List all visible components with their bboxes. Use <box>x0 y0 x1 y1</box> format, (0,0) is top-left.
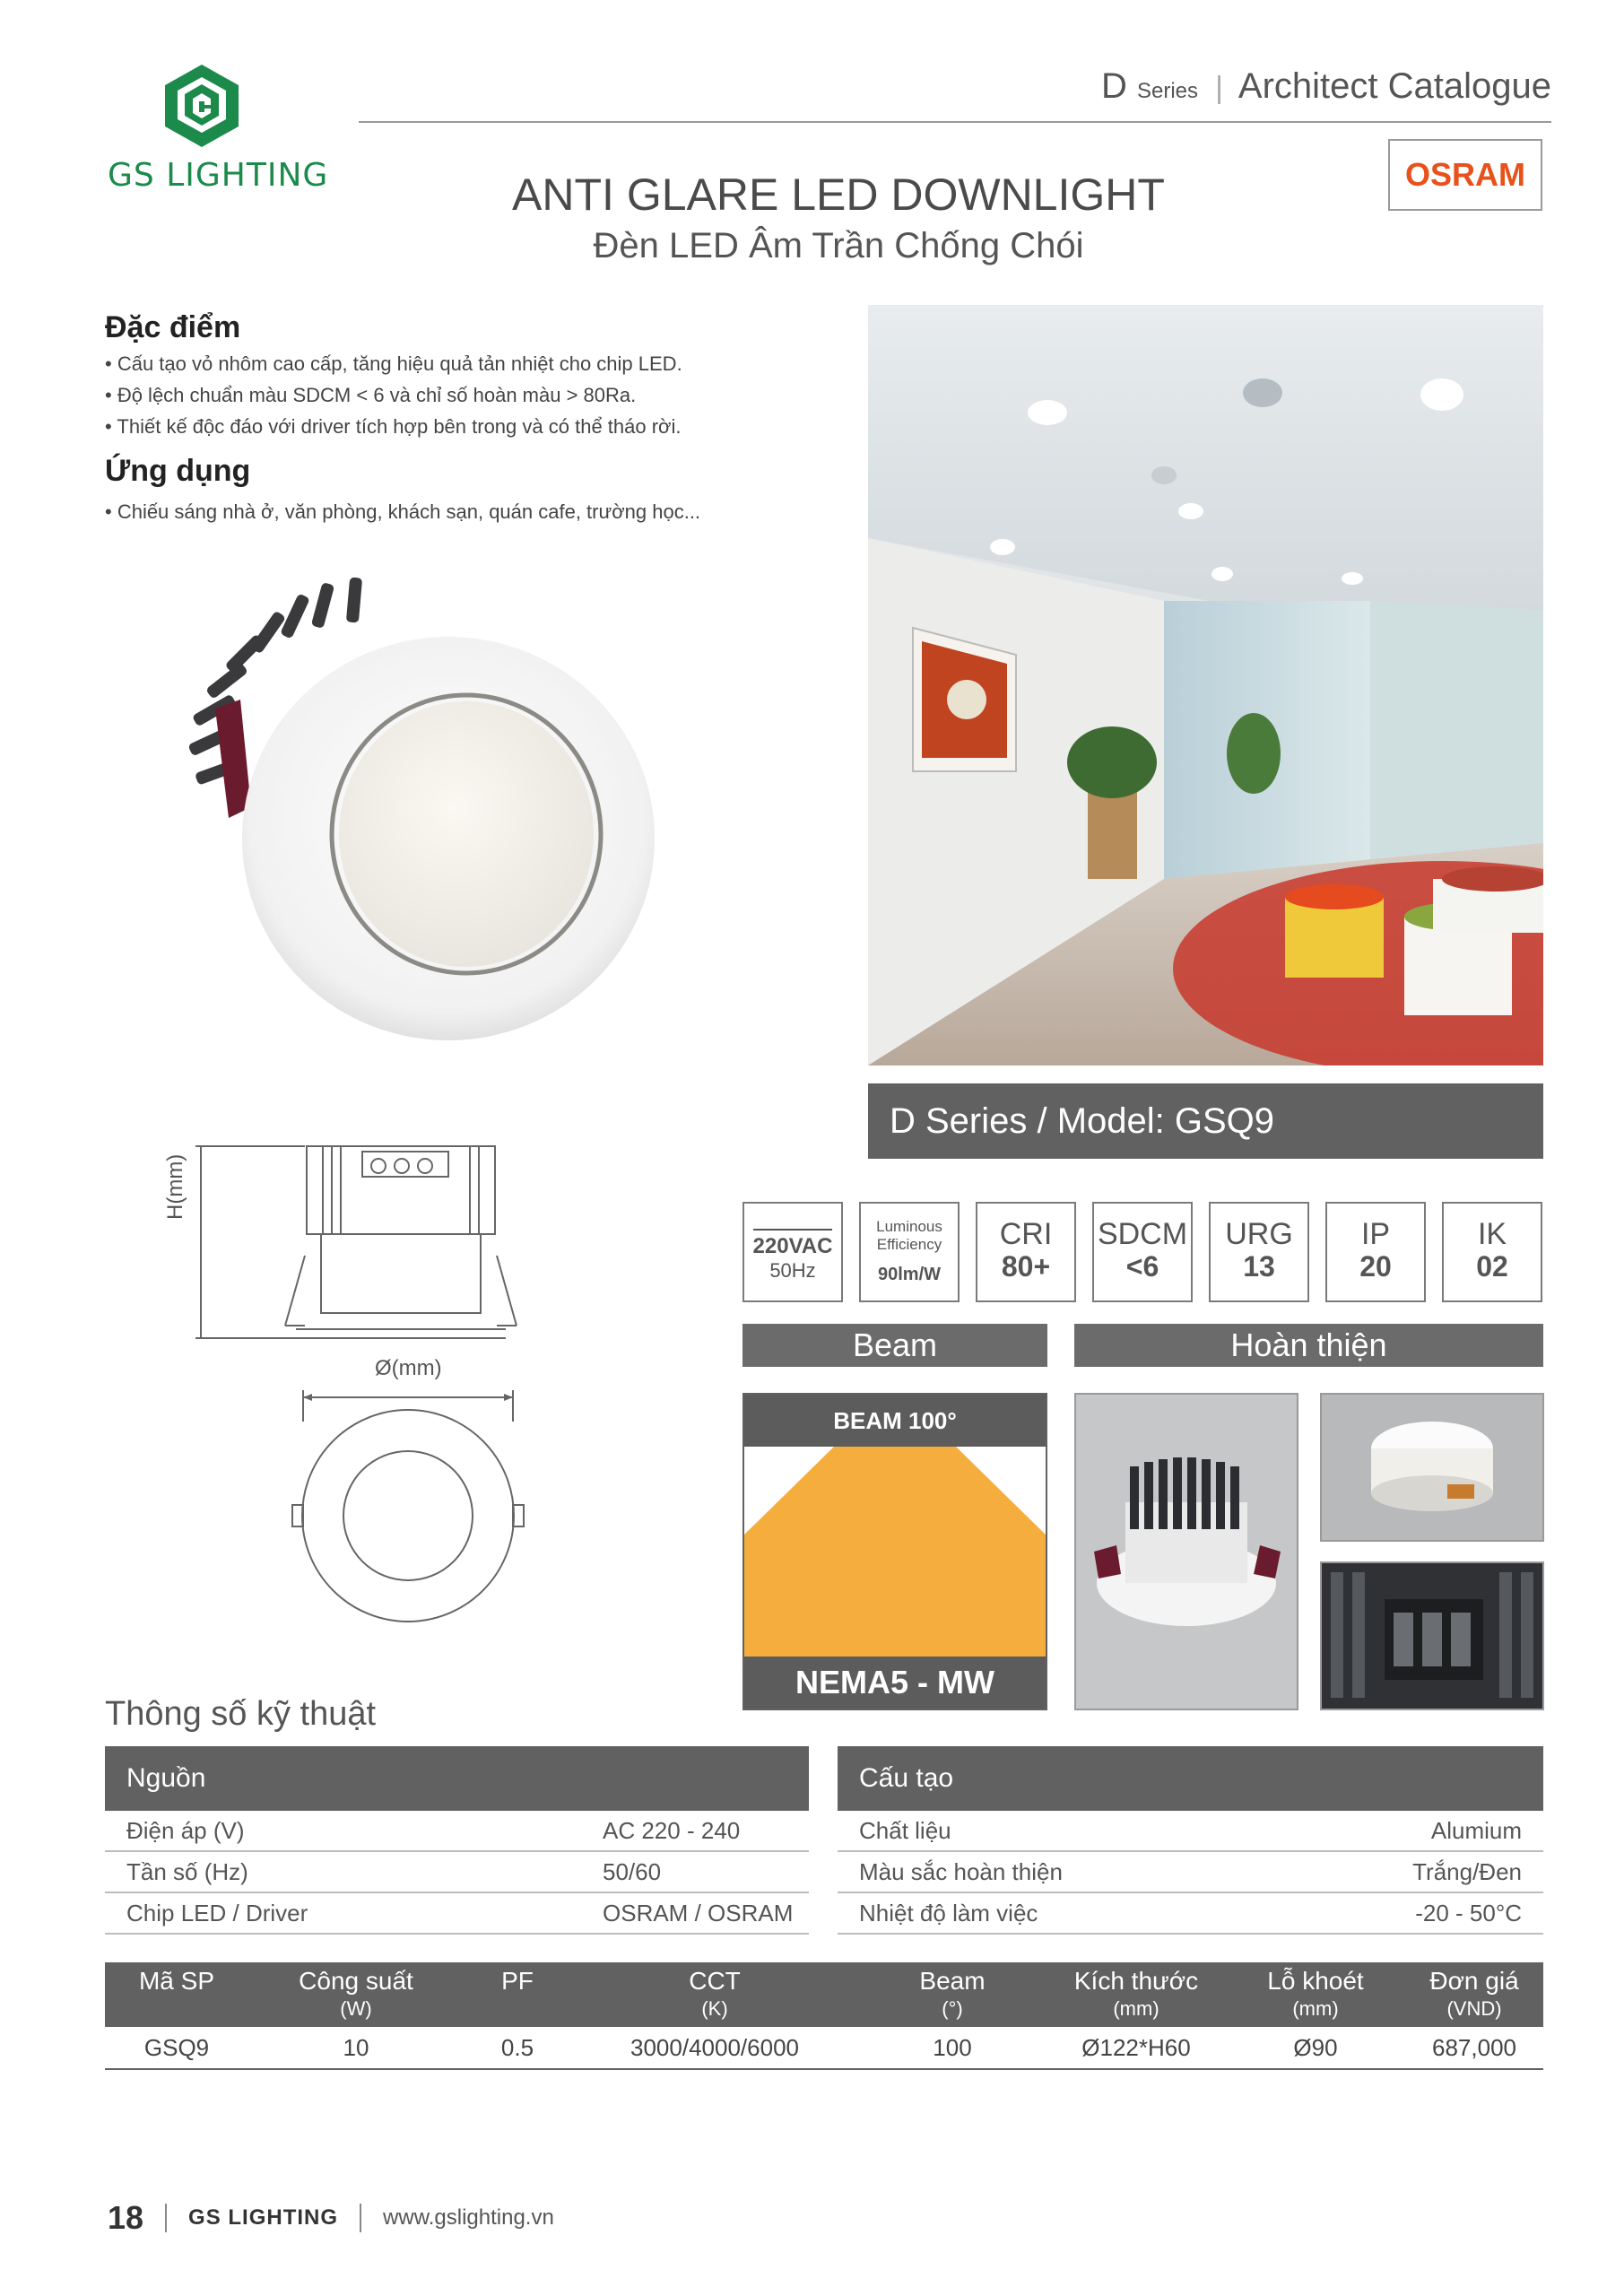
catalogue-name: Architect Catalogue <box>1238 66 1551 106</box>
power-frequency: 50Hz <box>769 1259 816 1282</box>
ik-spec-box <box>1442 1202 1542 1302</box>
table-row <box>105 1852 809 1893</box>
spec-label: IP <box>1360 1217 1391 1251</box>
series-word: Series <box>1137 79 1199 103</box>
beam-angle-label: BEAM 100° <box>744 1395 1046 1447</box>
efficiency-label-line1: Luminous <box>876 1218 942 1235</box>
row-key: Điện áp (V) <box>126 1817 245 1844</box>
table-row <box>838 1811 1543 1852</box>
diameter-label: Ø(mm) <box>375 1356 442 1380</box>
gs-lighting-logo-icon <box>163 63 240 149</box>
row-key: Nhiệt độ làm việc <box>859 1900 1038 1926</box>
osram-badge: OSRAM <box>1388 139 1542 211</box>
column-header-beam: Beam (°) <box>919 1967 986 2020</box>
spec-value: 20 <box>1359 1250 1392 1283</box>
header-separator: | <box>1215 71 1223 105</box>
sdcm-spec-box <box>1092 1202 1193 1302</box>
footer-separator <box>360 2204 361 2232</box>
page-footer <box>108 2199 554 2237</box>
efficiency-value: 90lm/W <box>877 1265 942 1284</box>
column-header-pf: PF <box>501 1967 534 1995</box>
model-bar: D Series / Model: GSQ9 <box>868 1083 1543 1159</box>
application-heading: Ứng dụng <box>105 454 251 488</box>
column-header-code: Mã SP <box>138 1967 215 1995</box>
beam-angle-diagram <box>743 1393 1047 1710</box>
spec-label: SDCM <box>1097 1217 1188 1251</box>
cell-power: 10 <box>343 2034 369 2061</box>
row-value: OSRAM / OSRAM <box>603 1900 794 1926</box>
row-key: Màu sắc hoàn thiện <box>859 1858 1063 1885</box>
cell-cct: 3000/4000/6000 <box>630 2034 799 2061</box>
beam-cone-shape <box>744 1447 1046 1657</box>
spec-label: CRI <box>999 1217 1053 1251</box>
efficiency-label-line2: Efficiency <box>876 1236 942 1253</box>
finish-photo-white <box>1320 1393 1544 1542</box>
feature-item: • Cấu tạo vỏ nhôm cao cấp, tăng hiệu quả tản nhiệt cho chip LED. <box>105 352 682 375</box>
feature-item: • Độ lệch chuẩn màu SDCM < 6 và chỉ số hoàn màu > 80Ra. <box>105 384 637 406</box>
urg-spec-box <box>1209 1202 1309 1302</box>
row-value: Alumium <box>1430 1817 1522 1844</box>
cell-size: Ø122*H60 <box>1081 2034 1191 2061</box>
power-spec-box <box>743 1202 843 1302</box>
page-number: 18 <box>108 2199 144 2236</box>
tech-spec-title: Thông số kỹ thuật <box>105 1695 377 1733</box>
spec-label: IK <box>1477 1217 1507 1251</box>
column-header-price: Đơn giá (VND) <box>1429 1967 1519 2020</box>
spec-value: 02 <box>1476 1250 1508 1283</box>
column-header-cct: CCT (K) <box>689 1967 741 2020</box>
product-title: ANTI GLARE LED DOWNLIGHT <box>512 170 1165 220</box>
structure-table-header: Cấu tạo <box>838 1746 1543 1811</box>
spec-value: <6 <box>1125 1250 1159 1283</box>
row-value: AC 220 - 240 <box>603 1817 741 1844</box>
spec-value: 13 <box>1243 1250 1275 1283</box>
footer-url[interactable]: www.gslighting.vn <box>383 2205 554 2230</box>
table-row <box>105 1893 809 1935</box>
cell-price: 687,000 <box>1432 2034 1516 2061</box>
downlight-product-image <box>179 574 717 1076</box>
beam-nema-label: NEMA5 - MW <box>744 1657 1046 1709</box>
power-voltage: 220VAC <box>753 1229 833 1259</box>
spec-value: 80+ <box>1001 1250 1051 1283</box>
row-value: 50/60 <box>603 1858 662 1885</box>
cell-beam: 100 <box>933 2034 972 2061</box>
efficiency-spec-box <box>859 1202 960 1302</box>
series-catalogue-label <box>1101 66 1551 107</box>
cell-cutout: Ø90 <box>1293 2034 1338 2061</box>
cri-spec-box <box>976 1202 1076 1302</box>
product-subtitle: Đèn LED Âm Trần Chống Chói <box>593 226 1084 265</box>
row-key: Chất liệu <box>859 1817 951 1844</box>
footer-company: GS LIGHTING <box>188 2205 339 2230</box>
column-header-size: Kích thước (mm) <box>1073 1967 1199 2020</box>
features-heading: Đặc điểm <box>105 310 241 344</box>
table-row <box>105 1811 809 1852</box>
column-header-power: Công suất (W) <box>299 1967 413 2020</box>
source-table-header: Nguồn <box>105 1746 809 1811</box>
height-label: H(mm) <box>163 1153 187 1220</box>
feature-item: • Thiết kế độc đáo với driver tích hợp bên trong và có thể tháo rời. <box>105 415 682 438</box>
header-divider <box>359 121 1551 123</box>
cell-pf: 0.5 <box>500 2034 534 2061</box>
column-header-cutout: Lỗ khoét (mm) <box>1267 1967 1364 2020</box>
table-row <box>838 1893 1543 1935</box>
row-value: -20 - 50°C <box>1415 1900 1522 1926</box>
footer-separator <box>165 2204 167 2232</box>
row-value: Trắng/Đen <box>1412 1858 1522 1885</box>
table-row <box>838 1852 1543 1893</box>
row-key: Tần số (Hz) <box>126 1858 248 1885</box>
series-letter: D <box>1100 66 1127 106</box>
dimension-drawing <box>170 1121 547 1677</box>
product-table-row <box>105 2027 1543 2070</box>
finish-photo-black-heatsink <box>1074 1393 1298 1710</box>
cell-code: GSQ9 <box>143 2034 210 2061</box>
ip-spec-box <box>1325 1202 1426 1302</box>
finish-section-label: Hoàn thiện <box>1074 1324 1543 1367</box>
logo-text: GS LIGHTING <box>108 157 329 194</box>
row-key: Chip LED / Driver <box>126 1900 308 1926</box>
product-table-header <box>105 1962 1543 2027</box>
interior-photo <box>868 305 1543 1065</box>
beam-section-label: Beam <box>743 1324 1047 1367</box>
spec-label: URG <box>1225 1217 1293 1251</box>
application-item: • Chiếu sáng nhà ở, văn phòng, khách sạn, quán cafe, trường học... <box>105 500 701 523</box>
finish-photo-detail <box>1320 1561 1544 1710</box>
